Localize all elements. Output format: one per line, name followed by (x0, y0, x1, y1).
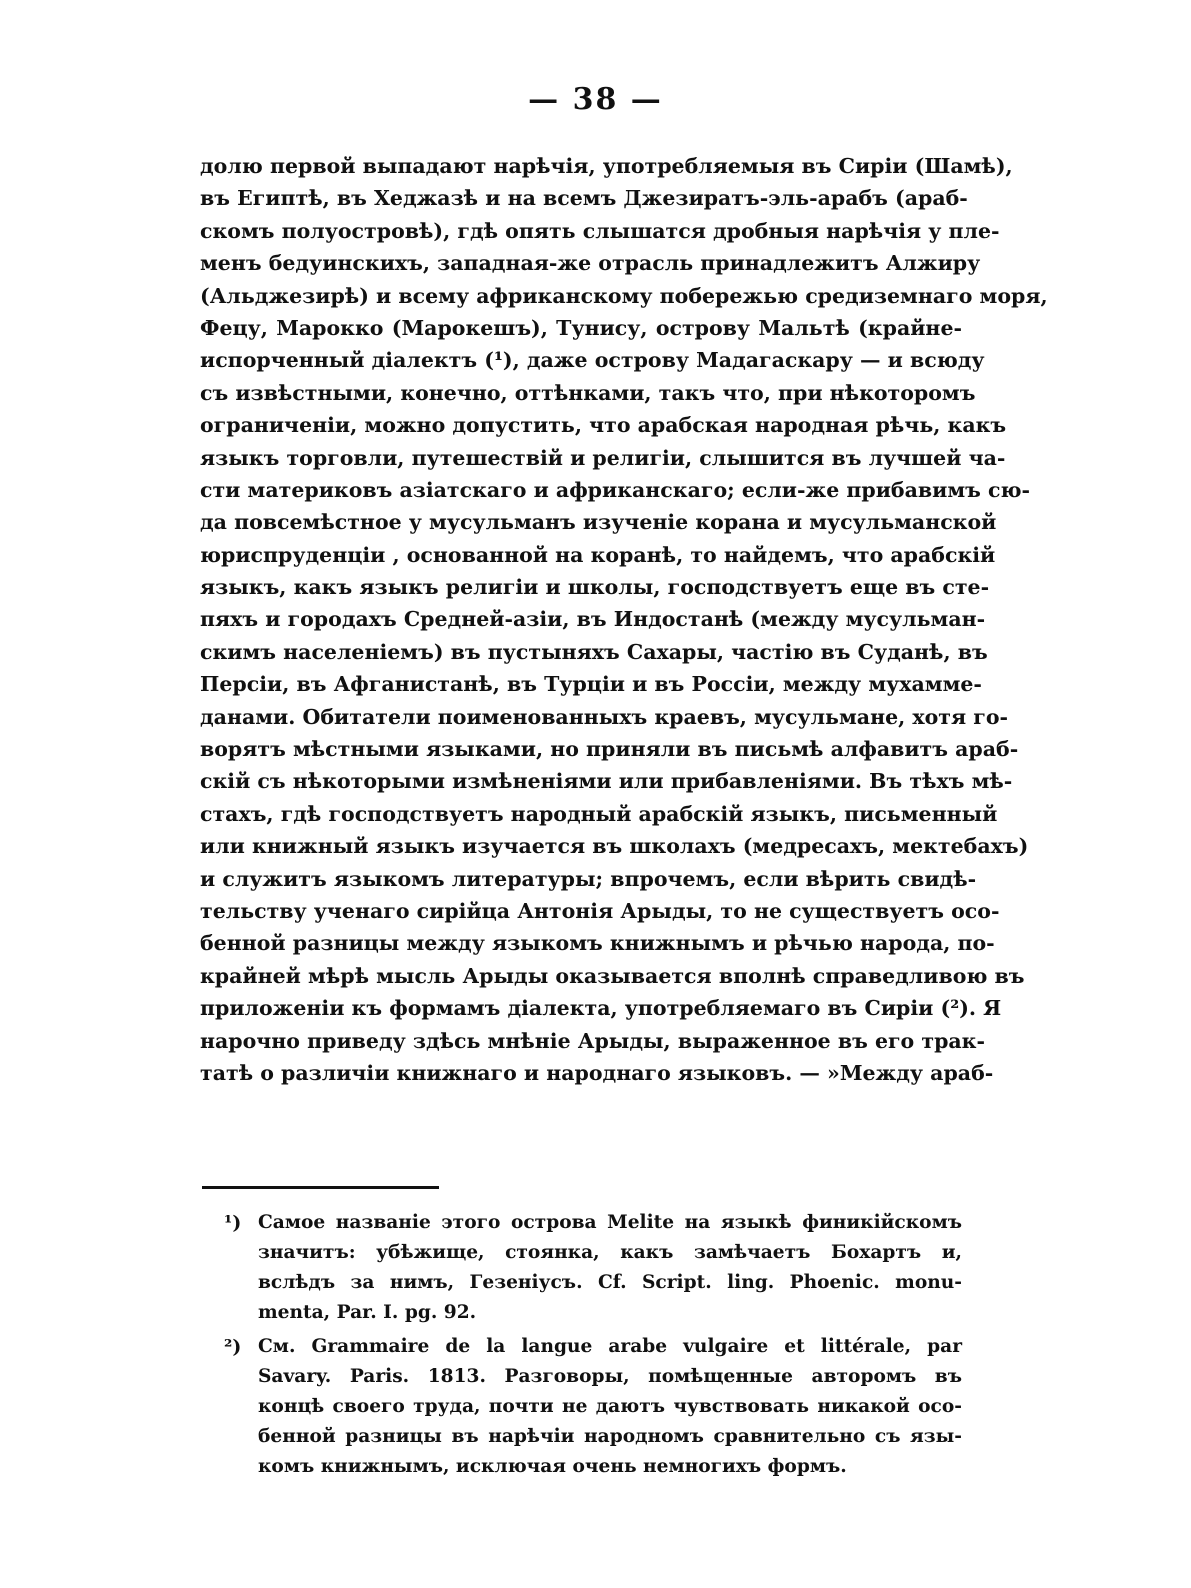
footnote-line: Savary. Paris. 1813. Разговоры, помѣщенные авторомъ въ (258, 1366, 962, 1387)
text-line: пяхъ и городахъ Средней-азіи, въ Индостанѣ (между мусульман- (200, 607, 986, 632)
text-line: языкъ, какъ языкъ религіи и школы, господствуетъ еще въ сте- (200, 575, 990, 600)
text-line: ворятъ мѣстными языками, но приняли въ письмѣ алфавитъ араб- (200, 737, 1019, 762)
footnote-text (258, 1332, 962, 1482)
text-line: языкъ торговли, путешествій и религіи, слышится въ лучшей ча- (200, 445, 1006, 470)
footnote-1 (200, 1208, 962, 1328)
text-line: съ извѣстными, конечно, оттѣнками, такъ что, при нѣкоторомъ (200, 380, 976, 405)
text-line: (Альджезирѣ) и всему африканскому побережью средиземнаго моря, (200, 283, 1048, 308)
text-line: или книжный языкъ изучается въ школахъ (медресахъ, мектебахъ) (200, 834, 1029, 859)
text-line: приложеніи къ формамъ діалекта, употребляемаго въ Сиріи (²). Я (200, 996, 1002, 1021)
footnote-line: концѣ своего труда, почти не даютъ чувствовать никакой осо- (258, 1396, 962, 1417)
text-line: Фецу, Марокко (Марокешъ), Тунису, острову Мальтѣ (крайне- (200, 315, 962, 340)
text-line: татѣ о различіи книжнаго и народнаго языковъ. — »Между араб- (200, 1060, 994, 1085)
text-line: менъ бедуинскихъ, западная-же отрасль принадлежитъ Алжиру (200, 251, 981, 276)
text-line: данами. Обитатели поименованныхъ краевъ, мусульмане, хотя го- (200, 704, 1009, 729)
text-line: ограниченіи, можно допустить, что арабская народная рѣчь, какъ (200, 413, 1007, 438)
footnote-line: комъ книжнымъ, исключая очень немногихъ формъ. (258, 1456, 847, 1477)
text-line: тельству ученаго сирійца Антонія Арыды, то не существуетъ осо- (200, 898, 1000, 923)
footnote-separator (202, 1186, 439, 1189)
footnote-2 (200, 1332, 962, 1482)
text-line: бенной разницы между языкомъ книжнымъ и рѣчью народа, по- (200, 931, 995, 956)
text-line: Персіи, въ Афганистанѣ, въ Турціи и въ Россіи, между мухамме- (200, 672, 982, 697)
text-line: скомъ полуостровѣ), гдѣ опять слышатся дробныя нарѣчія у пле- (200, 218, 1000, 243)
footnotes-block (200, 1208, 962, 1486)
text-line: сти материковъ азіатскаго и африканскаго; если-же прибавимъ сю- (200, 477, 1031, 502)
main-text-block (200, 150, 1048, 1089)
text-line: да повсемѣстное у мусульманъ изученіе корана и мусульманской (200, 510, 997, 535)
text-line: стахъ, гдѣ господствуетъ народный арабскій языкъ, письменный (200, 801, 998, 826)
page-number: — 38 — (528, 82, 663, 117)
text-line: крайней мѣрѣ мысль Арыды оказывается вполнѣ справедливою въ (200, 963, 1025, 988)
footnote-line: Самое названіе этого острова Melite на языкѣ финикійскомъ (258, 1212, 962, 1233)
footnote-text (258, 1208, 962, 1328)
footnote-line: бенной разницы въ нарѣчіи народномъ сравнительно съ язы- (258, 1426, 962, 1447)
footnote-marker: ²) (224, 1336, 242, 1358)
text-line: скимъ населеніемъ) въ пустыняхъ Сахары, частію въ Суданѣ, въ (200, 639, 988, 664)
text-line: юриспруденціи , основанной на коранѣ, то найдемъ, что арабскій (200, 542, 996, 567)
text-line: испорченный діалектъ (¹), даже острову Мадагаскару — и всюду (200, 348, 985, 373)
text-line: въ Египтѣ, въ Хеджазѣ и на всемъ Джезиратъ-эль-арабъ (араб- (200, 186, 968, 211)
text-line: нарочно приведу здѣсь мнѣніе Арыды, выраженное въ его трак- (200, 1028, 985, 1053)
footnote-marker: ¹) (224, 1212, 242, 1234)
footnote-line: menta, Par. I. pg. 92. (258, 1302, 477, 1323)
text-line: и служитъ языкомъ литературы; впрочемъ, если вѣрить свидѣ- (200, 866, 977, 891)
footnote-line: См. Grammaire de la langue arabe vulgaire et littérale, par (258, 1336, 962, 1357)
footnote-line: значитъ: убѣжище, стоянка, какъ замѣчаетъ Бохартъ и, (258, 1242, 962, 1263)
text-line: скій съ нѣкоторыми измѣненіями или прибавленіями. Въ тѣхъ мѣ- (200, 769, 1013, 794)
text-line: долю первой выпадают нарѣчія, употребляемыя въ Сиріи (Шамѣ), (200, 154, 1013, 178)
footnote-line: вслѣдъ за нимъ, Гезеніусъ. Cf. Script. ling. Phoenic. monu- (258, 1272, 962, 1293)
